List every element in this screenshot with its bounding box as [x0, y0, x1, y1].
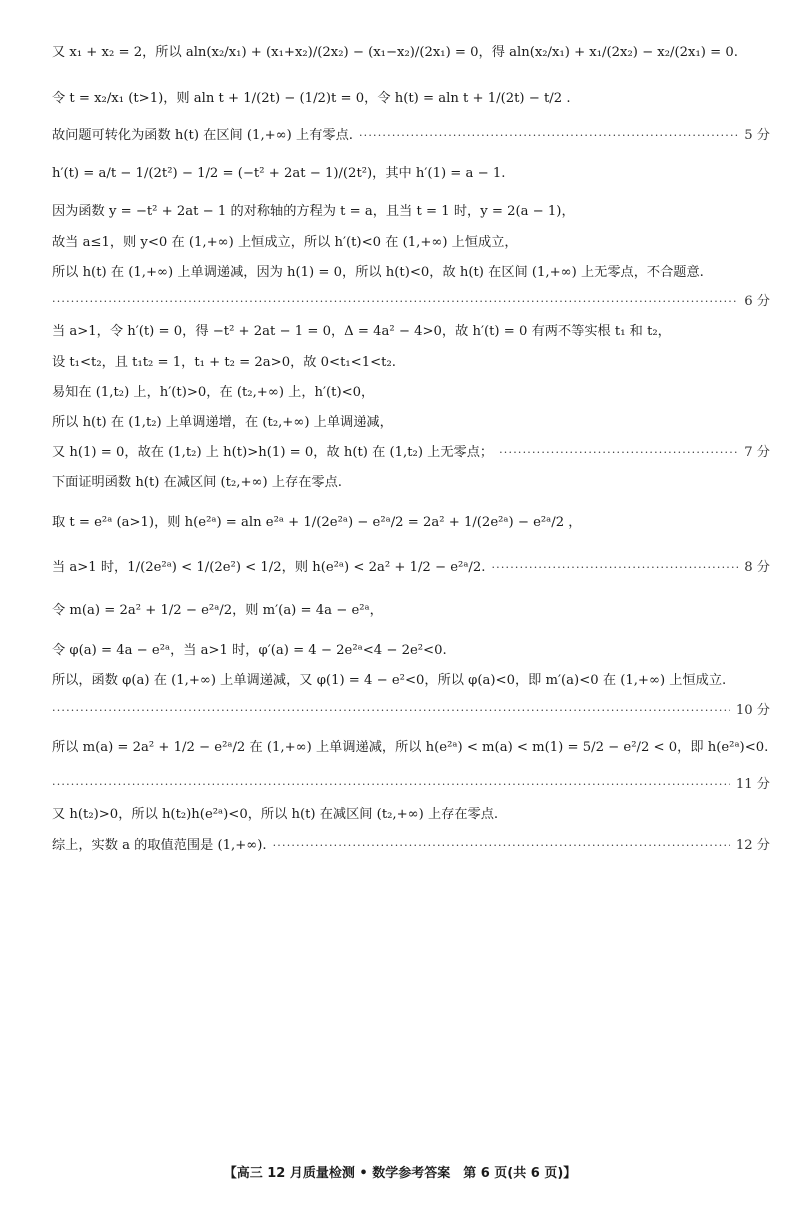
line-text: 所以 h(t) 在 (1,t₂) 上单调递增，在 (t₂,+∞) 上单调递减， [52, 415, 393, 430]
line-roots [52, 354, 770, 372]
score-mark-8: 8 分 [744, 560, 770, 575]
line-case-a-le-1 [52, 234, 770, 252]
dot-leader [52, 776, 730, 794]
line-monotone-decrease [52, 264, 770, 282]
score-mark-6: 6 分 [744, 294, 770, 309]
dot-leader [491, 559, 738, 577]
line-text: 故当 a≤1，则 y<0 在 (1,+∞) 上恒成立，所以 h′(t)<0 在 (1,+∞) 上恒成立， [52, 235, 518, 250]
line-take-t [52, 514, 770, 532]
page-footer: 【高三 12 月质量检测 • 数学参考答案 第 6 页(共 6 页)】 [223, 1166, 577, 1181]
line-text: 易知在 (1,t₂) 上，h′(t)>0，在 (t₂,+∞) 上，h′(t)<0， [52, 385, 375, 400]
line-no-zero-1-t2 [52, 444, 770, 462]
line-text: 当 a>1 时，1/(2e²ᵃ) < 1/(2e²) < 1/2，则 h(e²ᵃ) < 2a² + 1/2 − e²ᵃ/2. [52, 560, 486, 575]
line-text: 又 x₁ + x₂ = 2，所以 aln(x₂/x₁) + (x₁+x₂)/(2x₂) − (x₁−x₂)/(2x₁) = 0，得 aln(x₂/x₁) + x₁/(2x₂) − x₂/(2x₁) = 0. [52, 45, 738, 60]
line-problem-transform [52, 127, 770, 145]
line-conclusion [52, 837, 770, 855]
score-line-11 [52, 776, 770, 794]
dot-leader [499, 444, 738, 462]
line-text: 下面证明函数 h(t) 在减区间 (t₂,+∞) 上存在零点. [52, 475, 342, 490]
line-inequality [52, 559, 770, 577]
score-mark-12: 12 分 [735, 838, 770, 853]
line-zero-exists [52, 806, 770, 824]
dot-leader [359, 127, 738, 145]
line-substitution [52, 90, 770, 108]
line-monotonicity [52, 414, 770, 432]
line-define-m [52, 602, 770, 620]
dot-leader [273, 837, 730, 855]
line-text: 令 t = x₂/x₁ (t>1)，则 aln t + 1/(2t) − (1/2)t = 0，令 h(t) = aln t + 1/(2t) − t/2 . [52, 91, 571, 106]
line-text: 令 m(a) = 2a² + 1/2 − e²ᵃ/2，则 m′(a) = 4a − e²ᵃ， [52, 603, 383, 618]
line-proof-intro [52, 474, 770, 492]
score-line-6 [52, 293, 770, 311]
line-case-a-gt-1 [52, 323, 770, 341]
line-axis-of-symmetry [52, 203, 770, 221]
line-text: 设 t₁<t₂，且 t₁t₂ = 1，t₁ + t₂ = 2a>0，故 0<t₁<1<t₂. [52, 355, 396, 370]
line-text: 综上，实数 a 的取值范围是 (1,+∞). [52, 838, 267, 853]
score-mark-7: 7 分 [744, 445, 770, 460]
line-text: 又 h(t₂)>0，所以 h(t₂)h(e²ᵃ)<0，所以 h(t) 在减区间 (t₂,+∞) 上存在零点. [52, 807, 499, 822]
line-text: 因为函数 y = −t² + 2at − 1 的对称轴的方程为 t = a，且当 t = 1 时，y = 2(a − 1)， [52, 204, 575, 219]
line-text: 所以 m(a) = 2a² + 1/2 − e²ᵃ/2 在 (1,+∞) 上单调递减，所以 h(e²ᵃ) < m(a) < m(1) = 5/2 − e²/2 < 0，即 h(e²ᵃ)<0. [52, 740, 769, 755]
line-m-decreasing [52, 739, 770, 757]
line-text: 当 a>1，令 h′(t) = 0，得 −t² + 2at − 1 = 0，Δ = 4a² − 4>0，故 h′(t) = 0 有两不等实根 t₁ 和 t₂， [52, 324, 671, 339]
line-derivative [52, 165, 770, 183]
line-text: 所以，函数 φ(a) 在 (1,+∞) 上单调递减，又 φ(1) = 4 − e²<0，所以 φ(a)<0，即 m′(a)<0 在 (1,+∞) 上恒成立. [52, 673, 727, 688]
dot-leader [52, 702, 730, 720]
line-phi-decreasing [52, 672, 770, 690]
line-text: h′(t) = a/t − 1/(2t²) − 1/2 = (−t² + 2at − 1)/(2t²)，其中 h′(1) = a − 1. [52, 166, 506, 181]
line-sign-of-derivative [52, 384, 770, 402]
line-text: 故问题可转化为函数 h(t) 在区间 (1,+∞) 上有零点. [52, 128, 353, 143]
score-line-10 [52, 702, 770, 720]
line-text: 又 h(1) = 0，故在 (1,t₂) 上 h(t)>h(1) = 0，故 h(t) 在 (1,t₂) 上无零点； [52, 445, 494, 460]
score-mark-11: 11 分 [735, 777, 770, 792]
line-text: 令 φ(a) = 4a − e²ᵃ，当 a>1 时，φ′(a) = 4 − 2e²ᵃ<4 − 2e²<0. [52, 643, 447, 658]
score-mark-5: 5 分 [744, 128, 770, 143]
line-text: 所以 h(t) 在 (1,+∞) 上单调递减，因为 h(1) = 0，所以 h(t)<0，故 h(t) 在区间 (1,+∞) 上无零点，不合题意. [52, 265, 704, 280]
score-mark-10: 10 分 [735, 703, 770, 718]
line-define-phi [52, 642, 770, 660]
line-text: 取 t = e²ᵃ (a>1)，则 h(e²ᵃ) = aln e²ᵃ + 1/(2e²ᵃ) − e²ᵃ/2 = 2a² + 1/(2e²ᵃ) − e²ᵃ/2 ， [52, 515, 582, 530]
dot-leader [52, 293, 738, 311]
line-equation-1 [52, 44, 770, 62]
